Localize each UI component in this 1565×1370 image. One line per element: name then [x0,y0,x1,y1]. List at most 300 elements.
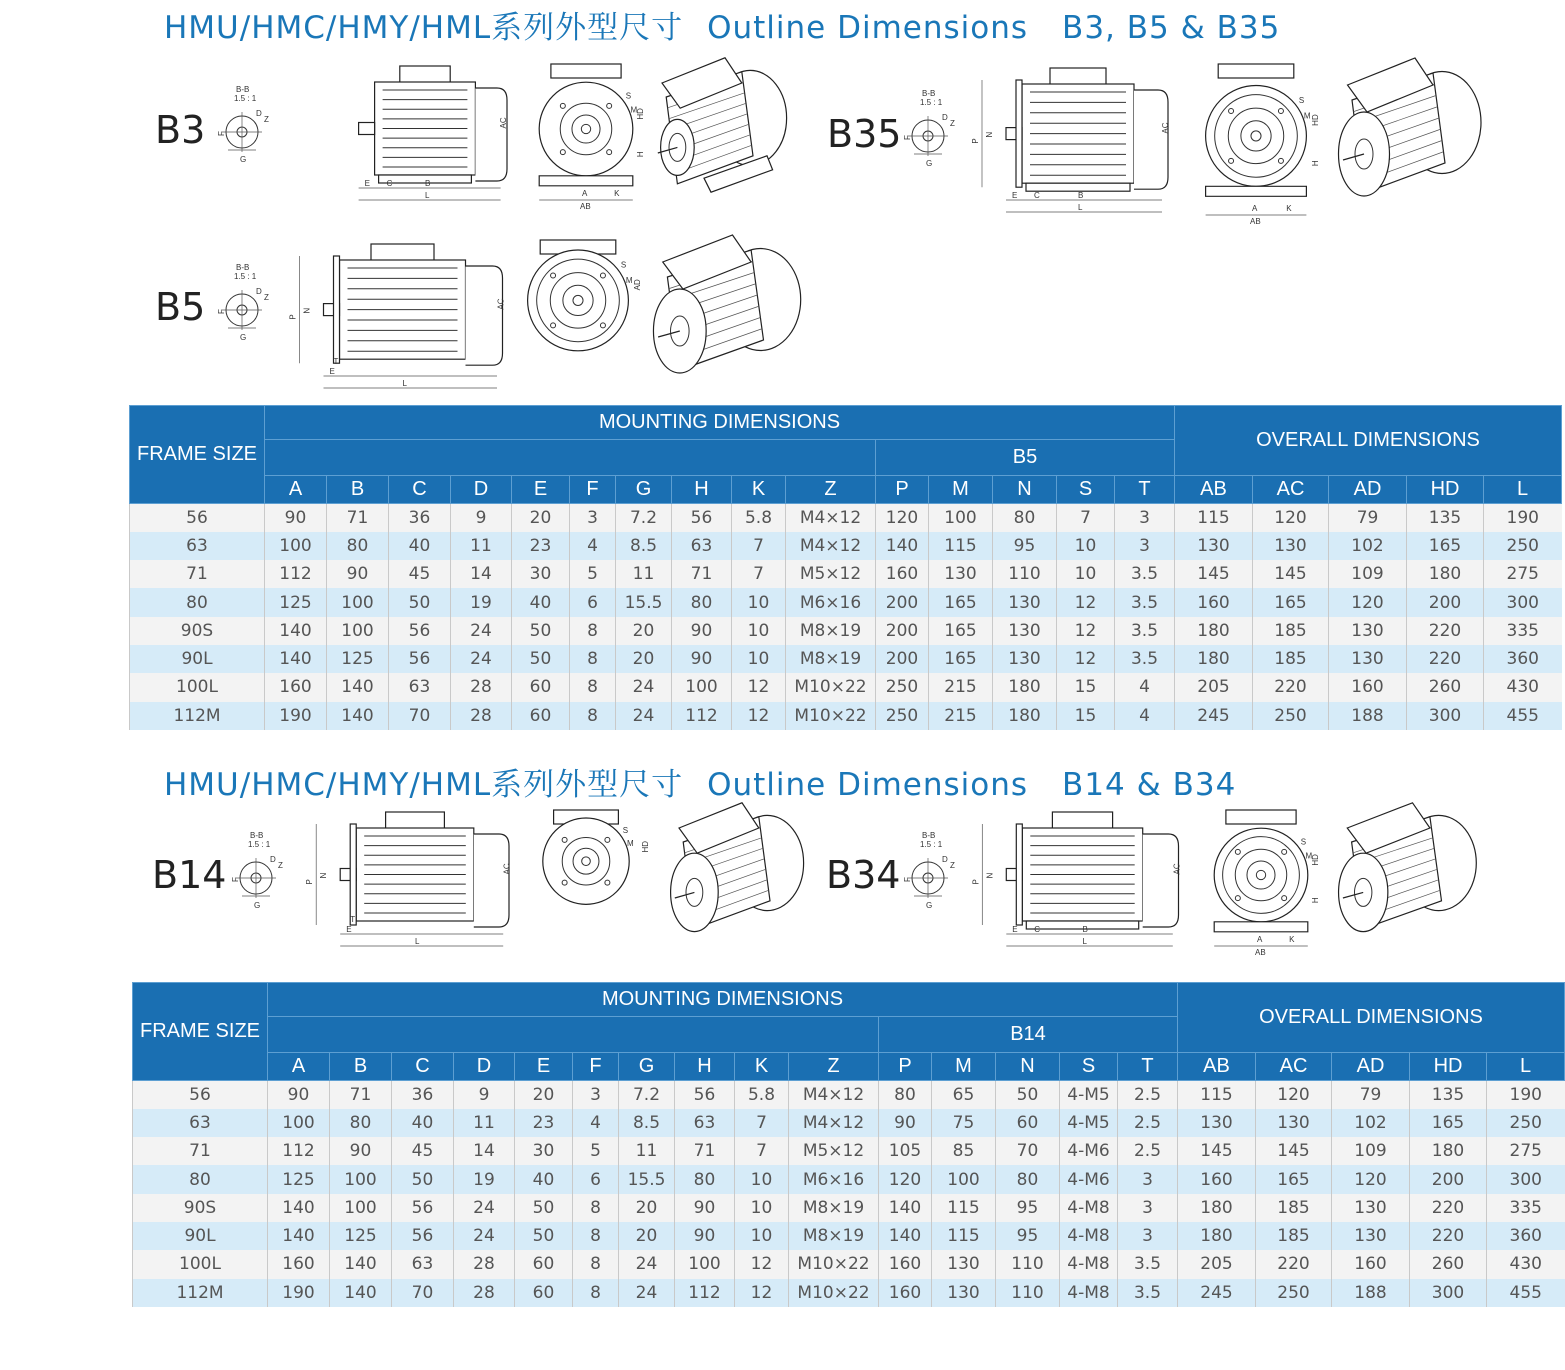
dimension-cell-a: 112 [265,560,327,588]
title-english: Outline Dimensions [707,10,1029,46]
dimension-letter: E [346,925,352,934]
overall-dimensions-header: OVERALL DIMENSIONS [1175,406,1562,476]
column-header-g: G [619,1053,675,1081]
dimension-cell-ad: 130 [1332,1194,1410,1222]
dimension-letter: D [942,113,948,122]
column-header-ac: AC [1253,476,1329,504]
dimension-cell-t: 4 [1115,702,1175,730]
b34-front-view-drawing [1200,806,1330,956]
dimension-cell-hd: 200 [1407,588,1484,616]
column-header-c: C [392,1053,454,1081]
dimensions-table-b14-b34 [132,982,1565,1307]
dimension-cell-g: 24 [619,1250,675,1278]
column-header-a: A [268,1053,330,1081]
dimension-cell-t: 3.5 [1115,645,1175,673]
dimension-cell-p: 160 [876,560,929,588]
dimension-cell-d: 28 [454,1279,515,1307]
dimension-cell-ab: 205 [1178,1250,1256,1278]
dimension-cell-ad: 160 [1332,1250,1410,1278]
table-row [133,1222,1565,1250]
dimension-cell-ab: 180 [1178,1194,1256,1222]
b34-isometric-drawing [1340,800,1485,940]
column-header-ad: AD [1332,1053,1410,1081]
dimension-cell-ab: 130 [1175,532,1253,560]
dimension-cell-h: 90 [675,1194,735,1222]
dimension-cell-d: 28 [451,673,512,701]
dimension-cell-b: 71 [330,1081,392,1109]
dimension-cell-b: 125 [327,645,389,673]
dimension-letter: Z [264,293,269,302]
dimension-cell-m: 75 [932,1109,996,1137]
dimension-letter: M [627,839,634,849]
dimension-cell-s: 4-M5 [1060,1081,1118,1109]
dimension-cell-ac: 120 [1253,504,1329,532]
dimension-cell-n: 95 [996,1222,1060,1250]
dimension-cell-m: 165 [929,617,993,645]
dimension-cell-ac: 165 [1253,588,1329,616]
column-header-k: K [735,1053,789,1081]
dimension-cell-ab: 115 [1175,504,1253,532]
dimension-cell-ab: 145 [1178,1137,1256,1165]
table-row [133,1194,1565,1222]
dimension-letter: T [350,915,356,924]
dimension-cell-h: 112 [675,1279,735,1307]
dimension-letter: S [1300,837,1307,847]
dimension-cell-z: M6×16 [789,1165,879,1193]
b3-label: B3 [155,108,206,152]
column-header-m: M [929,476,993,504]
column-header-f: F [570,476,616,504]
dimension-cell-ad: 120 [1332,1165,1410,1193]
b3-side-view-drawing [335,60,515,210]
frame-size-cell: 90L [130,645,265,673]
dimension-cell-b: 90 [327,560,389,588]
dimension-cell-e: 20 [515,1081,573,1109]
scale-label: 1.5 : 1 [920,840,943,849]
dimension-letter: AD [633,279,642,291]
table-row [130,617,1562,645]
dimension-cell-k: 7 [735,1137,789,1165]
dimension-letter: AB [1255,948,1266,957]
dimension-cell-ab: 180 [1178,1222,1256,1250]
dimension-cell-f: 8 [573,1250,619,1278]
dimension-cell-m: 130 [929,560,993,588]
dimension-cell-h: 80 [672,588,732,616]
dimension-cell-ab: 160 [1178,1165,1256,1193]
dimension-cell-l: 430 [1487,1250,1565,1278]
dimension-cell-k: 7 [732,560,786,588]
dimension-cell-t: 2.5 [1118,1109,1178,1137]
dimension-cell-ac: 130 [1253,532,1329,560]
column-header-h: H [672,476,732,504]
dimension-cell-n: 80 [996,1165,1060,1193]
dimension-cell-ab: 130 [1178,1109,1256,1137]
dimension-cell-n: 50 [996,1081,1060,1109]
dimension-cell-l: 190 [1484,504,1562,532]
dimension-cell-f: 4 [573,1109,619,1137]
fan-cover [1134,90,1168,189]
dimension-cell-e: 23 [515,1109,573,1137]
dimension-cell-z: M8×19 [789,1194,879,1222]
dimension-letter: C [1034,191,1040,200]
dimension-cell-z: M8×19 [786,645,876,673]
dimension-cell-s: 4-M8 [1060,1250,1118,1278]
column-header-b: B [327,476,389,504]
dimension-cell-h: 90 [675,1222,735,1250]
frame-size-cell: 90S [130,617,265,645]
frame-size-cell: 63 [133,1109,268,1137]
dimension-cell-e: 40 [512,588,570,616]
column-header-s: S [1057,476,1115,504]
table-row [133,1109,1565,1137]
dimension-cell-p: 140 [879,1194,932,1222]
dimension-cell-d: 24 [451,645,512,673]
dimension-letter: F [903,135,912,140]
dimension-cell-k: 12 [735,1279,789,1307]
dimension-cell-ab: 245 [1175,702,1253,730]
frame-size-cell: 112M [133,1279,268,1307]
dimension-cell-ac: 165 [1256,1165,1332,1193]
dimension-cell-e: 60 [512,673,570,701]
dimension-cell-hd: 300 [1407,702,1484,730]
dimension-cell-m: 115 [932,1222,996,1250]
dimension-cell-n: 110 [993,560,1057,588]
dimension-cell-hd: 220 [1410,1222,1487,1250]
dimension-letter: E [1012,925,1018,934]
dimension-letter: B [425,179,431,188]
dimension-cell-ac: 250 [1256,1279,1332,1307]
frame-size-cell: 71 [133,1137,268,1165]
terminal-box [400,66,450,84]
dimension-cell-f: 3 [573,1081,619,1109]
dimension-cell-c: 56 [389,617,451,645]
dimension-cell-t: 3 [1118,1194,1178,1222]
dimension-cell-h: 100 [672,673,732,701]
terminal-box [551,64,621,78]
dimension-cell-n: 80 [993,504,1057,532]
flange-type-header: B14 [879,1017,1178,1053]
terminal-box [371,244,434,262]
dimension-cell-ab: 145 [1175,560,1253,588]
dimension-cell-h: 63 [672,532,732,560]
dimension-cell-d: 11 [454,1109,515,1137]
dimension-cell-z: M5×12 [786,560,876,588]
column-header-n: N [993,476,1057,504]
dimension-letter: E [1012,191,1018,200]
column-header-d: D [454,1053,515,1081]
dimension-cell-s: 12 [1057,645,1115,673]
dimension-cell-ac: 130 [1256,1109,1332,1137]
dimension-letter: L [1082,937,1087,946]
table-row [133,1081,1565,1109]
dimension-cell-l: 275 [1487,1137,1565,1165]
dimension-cell-p: 140 [876,532,929,560]
dimension-letter: G [240,155,247,164]
b5-side-view-drawing [290,238,515,398]
table-row [130,588,1562,616]
dimension-cell-n: 130 [993,588,1057,616]
column-header-a: A [265,476,327,504]
flange-type-header: B5 [876,440,1175,476]
scale-label: 1.5 : 1 [248,840,271,849]
dimension-cell-t: 3 [1118,1165,1178,1193]
dimension-cell-z: M6×16 [786,588,876,616]
dimension-cell-b: 125 [330,1222,392,1250]
dimension-cell-k: 5.8 [732,504,786,532]
dimension-cell-z: M4×12 [789,1081,879,1109]
dimension-letter: AC [502,863,512,875]
column-header-p: P [879,1053,932,1081]
dimension-cell-b: 140 [330,1250,392,1278]
dimension-cell-z: M4×12 [786,504,876,532]
dimension-letter: E [329,367,335,376]
dimension-cell-t: 3.5 [1118,1250,1178,1278]
flange [1016,824,1022,925]
dimension-cell-d: 24 [454,1194,515,1222]
dimension-cell-l: 250 [1484,532,1562,560]
dimension-cell-hd: 135 [1410,1081,1487,1109]
dimension-letter: P [305,879,315,885]
column-header-e: E [515,1053,573,1081]
dimension-cell-c: 40 [392,1109,454,1137]
b35-side-view-drawing [971,62,1178,222]
dimension-cell-s: 15 [1057,702,1115,730]
dimension-letter: G [240,333,247,342]
dimension-cell-n: 130 [993,617,1057,645]
frame-size-cell: 56 [130,504,265,532]
fan-cover [1143,834,1182,927]
dimension-cell-f: 3 [570,504,616,532]
dimension-cell-b: 71 [327,504,389,532]
dimension-cell-g: 15.5 [619,1165,675,1193]
dimension-cell-m: 165 [929,645,993,673]
column-header-z: Z [789,1053,879,1081]
dimension-cell-t: 3.5 [1115,588,1175,616]
dimension-cell-p: 160 [879,1250,932,1278]
dimension-cell-ac: 145 [1253,560,1329,588]
dimension-letter: K [1289,935,1295,944]
b35-label: B35 [827,112,902,156]
dimension-cell-a: 160 [265,673,327,701]
dimension-cell-k: 10 [732,645,786,673]
table-row [130,532,1562,560]
dimension-cell-hd: 220 [1410,1194,1487,1222]
b14-label: B14 [152,853,227,897]
dimension-cell-b: 100 [327,588,389,616]
dimension-cell-c: 50 [389,588,451,616]
dimension-cell-ab: 180 [1175,645,1253,673]
motor-end [1214,828,1308,922]
dimension-letter: S [1298,96,1305,106]
dimension-letter: AC [1161,122,1170,134]
dimension-letter: B [1078,191,1084,200]
frame-size-cell: 100L [133,1250,268,1278]
dimension-letter: N [985,131,994,138]
dimension-letter: L [402,379,407,388]
dimension-cell-a: 140 [265,617,327,645]
dimension-cell-l: 335 [1484,617,1562,645]
table-row [133,1279,1565,1307]
dimension-cell-c: 63 [392,1250,454,1278]
dimension-cell-hd: 220 [1407,617,1484,645]
dimension-cell-ac: 185 [1253,617,1329,645]
dimension-cell-g: 8.5 [619,1109,675,1137]
dimension-cell-g: 20 [619,1194,675,1222]
dimension-cell-e: 60 [512,702,570,730]
dimension-cell-b: 80 [330,1109,392,1137]
dimension-cell-h: 112 [672,702,732,730]
dimension-cell-g: 7.2 [619,1081,675,1109]
table-row [130,504,1562,532]
shaft-section-detail [898,826,958,916]
dimension-cell-l: 190 [1487,1081,1565,1109]
shaft-section-detail [226,826,286,916]
dimension-cell-c: 63 [389,673,451,701]
dimension-cell-p: 250 [876,673,929,701]
dimension-letter: K [1286,204,1292,213]
dimension-letter: AC [496,298,506,310]
dimension-cell-m: 85 [932,1137,996,1165]
table-row [130,673,1562,701]
dimension-letter: HD [1311,114,1320,126]
dimension-cell-c: 50 [392,1165,454,1193]
scale-label: 1.5 : 1 [920,98,943,107]
b14-front-view-drawing [520,806,660,926]
dimension-cell-h: 63 [675,1109,735,1137]
dimension-cell-s: 12 [1057,617,1115,645]
dimension-cell-m: 165 [929,588,993,616]
dimension-cell-m: 215 [929,673,993,701]
dimension-cell-d: 14 [451,560,512,588]
dimension-cell-a: 190 [265,702,327,730]
b3-isometric-drawing [655,55,795,195]
dimension-cell-ad: 130 [1329,617,1407,645]
dimension-cell-a: 112 [268,1137,330,1165]
b14-isometric-drawing [672,800,812,940]
dimension-cell-ac: 220 [1253,673,1329,701]
dimension-letter: AB [580,202,591,211]
dimension-letter: F [217,131,226,136]
column-header-b: B [330,1053,392,1081]
dimension-cell-k: 12 [732,673,786,701]
dimension-cell-f: 5 [573,1137,619,1165]
dimension-letter: F [231,877,240,882]
dimension-cell-h: 56 [672,504,732,532]
dimension-cell-p: 120 [876,504,929,532]
dimension-cell-d: 24 [454,1222,515,1250]
dimension-cell-g: 24 [619,1279,675,1307]
shaft-section-detail [212,258,272,348]
dimension-cell-p: 90 [879,1109,932,1137]
dimension-cell-t: 2.5 [1118,1081,1178,1109]
dimension-letter: G [926,901,933,910]
dimension-cell-z: M10×22 [789,1250,879,1278]
dimension-cell-e: 50 [515,1194,573,1222]
dimension-cell-m: 115 [929,532,993,560]
dimension-cell-t: 3 [1118,1222,1178,1250]
frame-size-cell: 112M [130,702,265,730]
dimension-cell-ad: 130 [1332,1222,1410,1250]
scale-label: 1.5 : 1 [234,272,257,281]
title-models: B3, B5 & B35 [1062,10,1281,46]
dimension-cell-c: 56 [392,1222,454,1250]
dimension-cell-t: 2.5 [1118,1137,1178,1165]
dimension-letter: HD [1311,854,1320,866]
dimension-cell-z: M4×12 [789,1109,879,1137]
dimension-cell-d: 14 [454,1137,515,1165]
column-header-hd: HD [1410,1053,1487,1081]
dimension-cell-p: 120 [879,1165,932,1193]
dimension-cell-a: 140 [268,1222,330,1250]
dimension-cell-m: 100 [932,1165,996,1193]
dimension-letter: S [625,91,632,101]
dimension-letter: M [1303,111,1311,121]
dimension-cell-g: 24 [616,673,672,701]
b3-front-view-drawing [525,60,655,210]
column-header-l: L [1484,476,1562,504]
dimension-cell-d: 28 [451,702,512,730]
b34-side-view-drawing [971,806,1190,956]
dimension-cell-d: 19 [451,588,512,616]
frame-size-cell: 100L [130,673,265,701]
dimension-letter: F [903,877,912,882]
dimension-cell-z: M10×22 [789,1279,879,1307]
table-row [130,702,1562,730]
dimension-cell-f: 6 [570,588,616,616]
dimension-cell-g: 8.5 [616,532,672,560]
dimension-cell-k: 10 [735,1194,789,1222]
dimension-cell-d: 9 [454,1081,515,1109]
column-header-t: T [1115,476,1175,504]
frame-size-header: FRAME SIZE [130,406,265,504]
dimension-letter: K [614,189,620,198]
dimension-cell-n: 180 [993,702,1057,730]
dimension-cell-ad: 120 [1329,588,1407,616]
dimension-cell-l: 300 [1484,588,1562,616]
table-row [133,1165,1565,1193]
dimension-cell-ad: 102 [1329,532,1407,560]
mounting-dimensions-header: MOUNTING DIMENSIONS [265,406,1175,440]
dimension-cell-n: 110 [996,1279,1060,1307]
column-header-c: C [389,476,451,504]
dimension-cell-t: 3 [1115,532,1175,560]
dimension-cell-ab: 180 [1175,617,1253,645]
dimension-cell-l: 250 [1487,1109,1565,1137]
dimension-cell-hd: 260 [1410,1250,1487,1278]
dimension-cell-hd: 300 [1410,1279,1487,1307]
dimension-letter: A [582,189,588,198]
dimension-cell-ad: 130 [1329,645,1407,673]
dimension-cell-d: 19 [454,1165,515,1193]
dimension-cell-f: 8 [570,617,616,645]
dimension-cell-ab: 115 [1178,1081,1256,1109]
dimension-letter: Z [264,115,269,124]
dimension-cell-g: 20 [616,617,672,645]
dimension-cell-f: 5 [570,560,616,588]
b35-front-view-drawing [1190,60,1330,225]
dimension-cell-e: 30 [515,1137,573,1165]
dimension-cell-n: 130 [993,645,1057,673]
mounting-subheader-blank [268,1017,879,1053]
dimension-cell-l: 430 [1484,673,1562,701]
dimension-letter: L [425,191,430,200]
dimension-cell-k: 5.8 [735,1081,789,1109]
dimension-cell-ad: 188 [1332,1279,1410,1307]
flange [334,256,340,363]
section-label: B-B [236,85,250,94]
dimension-cell-hd: 260 [1407,673,1484,701]
mounting-dimensions-header: MOUNTING DIMENSIONS [268,983,1178,1017]
